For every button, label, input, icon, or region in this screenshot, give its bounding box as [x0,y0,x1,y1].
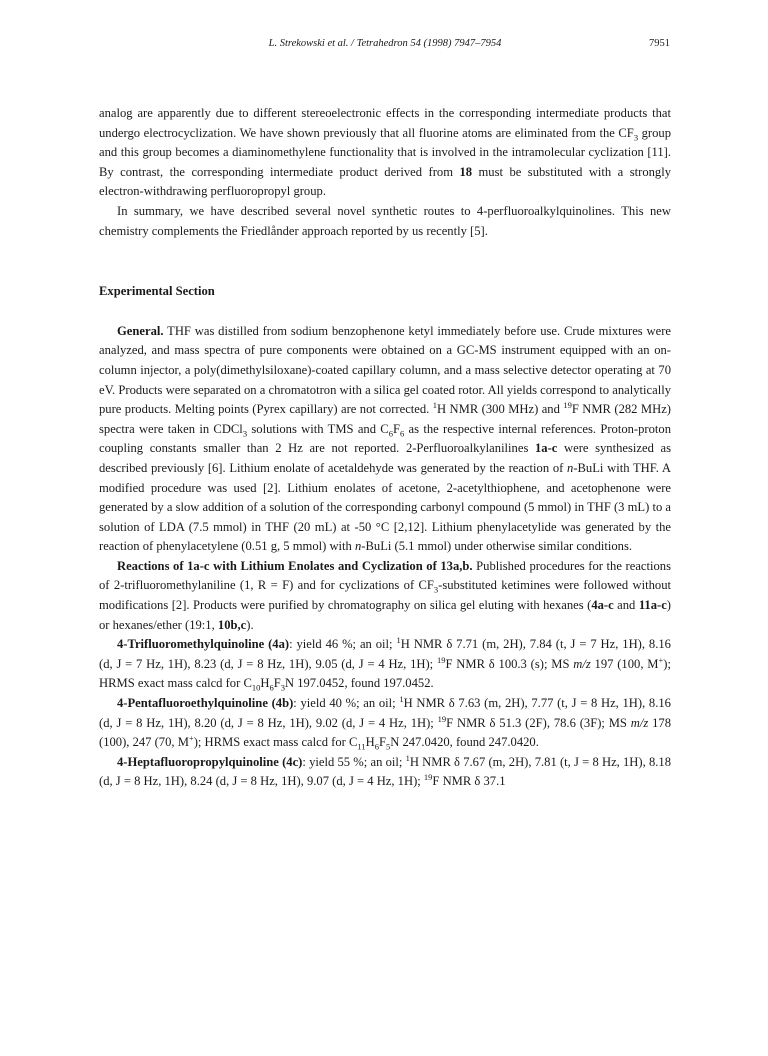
spacer [99,241,671,262]
compound-name: 4-Pentafluoroethylquinoline (4b) [117,696,294,711]
compound-entry-4c: 4-Heptafluoropropylquinoline (4c): yield 55 %; an oil; $^1$H NMR δ 7.67 (m, 2H), 7.81 (t, J = 8 Hz, 1H), 8.18 (d, J = 8 Hz, 1H), 8.24 (d, J = 8 Hz, 1H), 9.07 (d, J = 4 Hz, 1H); $^{19}$F NMR δ 37.1 [99,752,671,789]
running-header [100,38,670,54]
running-title: L. Strekowski et al. / Tetrahedron 54 (1998) 7947–7954 [268,38,502,49]
paragraph-summary: In summary, we have described several novel synthetic routes to 4-perfluoroalkylquinolines. This new chemistry complements the Friedlånder approach reported by us recently [5]. [99,203,671,238]
page-number: 7951 [649,38,670,49]
paragraph-discussion-end: analog are apparently due to different stereoelectronic effects in the corresponding intermediate products that undergo electrocyclization. We have shown previously that all fluorine atoms are eliminated from the $CF_3$ group and this group becomes a diaminomethylene functionality that is involved in the intramolecular cyclization [11]. By contrast, the corresponding intermediate product derived from 18 must be substituted with a strongly electron-withdrawing perfluoropropyl group. [99,106,672,199]
paragraph-general: General. THF was distilled from sodium benzophenone ketyl immediately before use. Crude mixtures were analyzed, and mass spectra of pure components were obtained on a GC-MS instrument equipped with an on-column injector, a poly(dimethylsiloxane)-coated capillary column, and a mass selective detector operating at 70 eV. Products were separated on a chromatotron with a silica gel coated rotor. All yields correspond to analytically pure products. Melting points (Pyrex capillary) are not corrected. $^1$H NMR (300 MHz) and $^{19}$F NMR (282 MHz) spectra were taken in CDCl$_3$ solutions with TMS and $C_6F_6$ as the respective internal references. Proton-proton coupling constants smaller than 2 Hz are not reported. 2-Perfluoroalkylanilines 1a-c were synthesized as described previously [6]. Lithium enolate of acetaldehyde was generated by the reaction of n-BuLi with THF. A modified procedure was used [2]. Lithium enolates of acetone, 2-acetylthiophene, and acetophenone were generated by a slow addition of a solution of the corresponding carbonyl compound (5 mmol) in THF (3 mL) to a solution of LDA (7.5 mmol) in THF (20 mL) at -50 °C [2,12]. Lithium phenylacetylide was generated by the reaction of phenylacetylene (0.51 g, 5 mmol) with n-BuLi (5.1 mmol) under otherwise similar conditions. [99,323,671,554]
compound-entry-4b: 4-Pentafluoroethylquinoline (4b): yield 40 %; an oil; $^1$H NMR δ 7.63 (m, 2H), 7.77 (t, J = 8 Hz, 1H), 8.16 (d, J = 8 Hz, 1H), 8.20 (d, J = 8 Hz, 1H), 9.02 (d, J = 4 Hz, 1H); $^{19}$F NMR δ 51.3 (2F), 78.6 (3F); MS m/z 178 (100), 247 (70, M+); HRMS exact mass calcd for $C_{11}H_6F_5N$ 247.0420, found 247.0420. [99,693,672,752]
paragraph-reactions: Reactions of 1a-c with Lithium Enolates and Cyclization of 13a,b. Published procedures for the reactions of 2-trifluoromethylaniline (1, R = F) and for cyclizations of $CF_3$-substituted ketimines were followed without modifications [2]. Products were purified by chromatography on silica gel eluting with hexanes (4a-c and 11a-c) or hexanes/ether (19:1, 10b,c). [99,558,671,632]
section-heading: Experimental Section [99,284,215,299]
compound-entry-4a: 4-Trifluoromethylquinoline (4a): yield 46 %; an oil; $^1$H NMR δ 7.71 (m, 2H), 7.84 (t, J = 7 Hz, 1H), 8.16 (d, J = 7 Hz, 1H), 8.23 (d, J = 8 Hz, 1H), 9.05 (d, J = 4 Hz, 1H); $^{19}$F NMR δ 100.3 (s); MS m/z 197 (100, M+); HRMS exact mass calcd for $C_{10}H_6F_3N$ 197.0452, found 197.0452. [99,635,671,693]
compound-name: 4-Heptafluoropropylquinoline (4c) [117,754,303,769]
article-body [99,104,671,792]
run-in-heading: General. [117,323,164,338]
compound-name: 4-Trifluoromethylquinoline (4a) [117,637,290,652]
run-in-heading: Reactions of 1a-c with Lithium Enolates and Cyclization of 13a,b. [117,558,473,573]
